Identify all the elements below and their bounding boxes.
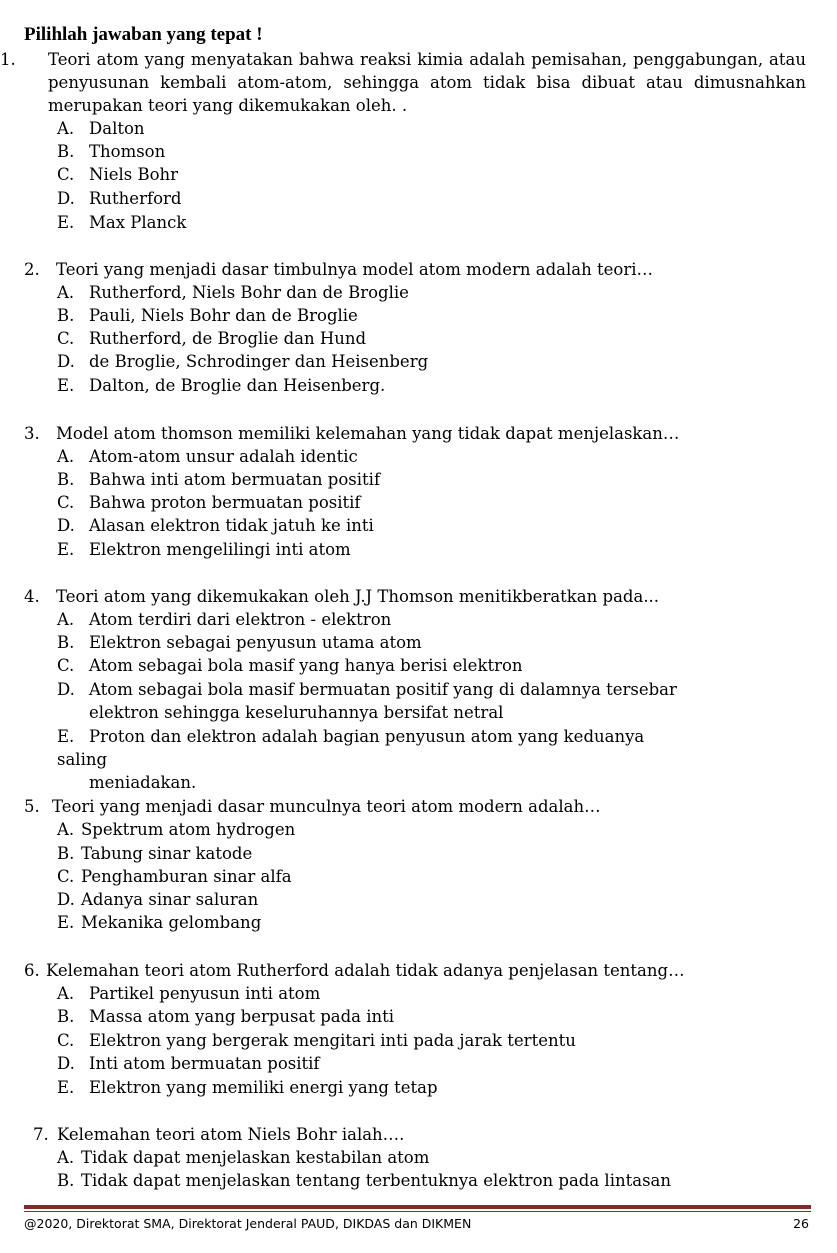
question-2 <box>24 258 653 281</box>
option-letter: E. <box>57 213 75 232</box>
question-1 <box>0 48 806 117</box>
option-letter: C. <box>57 867 75 886</box>
q7-option-b[interactable] <box>57 1169 671 1192</box>
option-letter: E. <box>57 913 75 932</box>
option-text-continued: meniadakan. <box>89 773 197 792</box>
option-text: Bahwa inti atom bermuatan positif <box>89 470 381 489</box>
question-text: Teori atom yang menyatakan bahwa reaksi kimia adalah pemisahan, penggabungan, atau penyusunan kembali atom-atom, sehingga atom tidak bisa dibuat atau dimusnahkan merupakan teori yang dikemukakan oleh. . <box>48 50 806 115</box>
footer-rule-thick <box>24 1205 811 1209</box>
q2-option-a[interactable] <box>57 281 409 304</box>
option-text: Penghamburan sinar alfa <box>81 867 292 886</box>
page-number: 26 <box>793 1216 809 1231</box>
option-letter: D. <box>57 352 75 371</box>
option-text: Atom sebagai bola masif yang hanya berisi elektron <box>89 656 523 675</box>
option-text: Elektron sebagai penyusun utama atom <box>89 633 422 652</box>
q3-option-b[interactable] <box>57 468 380 491</box>
option-letter: E. <box>57 1078 75 1097</box>
option-letter: B. <box>57 1007 75 1026</box>
q2-option-b[interactable] <box>57 304 358 327</box>
question-3 <box>24 422 679 445</box>
option-letter: C. <box>57 656 75 675</box>
option-letter: A. <box>57 820 75 839</box>
q1-option-d[interactable] <box>57 187 181 210</box>
option-text: Elektron yang memiliki energi yang tetap <box>89 1078 438 1097</box>
option-text: Pauli, Niels Bohr dan de Broglie <box>89 306 358 325</box>
option-letter: E. <box>57 376 75 395</box>
option-letter: A. <box>57 984 75 1003</box>
option-letter: A. <box>57 1148 75 1167</box>
option-text: Spektrum atom hydrogen <box>81 820 296 839</box>
question-text: Kelemahan teori atom Rutherford adalah tidak adanya penjelasan tentang… <box>46 961 685 980</box>
option-text: Tabung sinar katode <box>81 844 253 863</box>
footer-rule-thin <box>24 1211 811 1212</box>
option-text: Atom terdiri dari elektron - elektron <box>89 610 392 629</box>
question-number: 4. <box>24 587 40 606</box>
q5-option-a[interactable] <box>57 818 295 841</box>
question-6 <box>24 959 685 982</box>
question-number: 2. <box>24 260 40 279</box>
q7-option-a[interactable] <box>57 1146 429 1169</box>
option-letter: D. <box>57 680 75 699</box>
question-5 <box>24 795 601 818</box>
question-4 <box>24 585 659 608</box>
option-letter: B. <box>57 306 75 325</box>
option-letter: D. <box>57 189 75 208</box>
option-text: Rutherford, de Broglie dan Hund <box>89 329 367 348</box>
option-letter: B. <box>57 633 75 652</box>
option-text: de Broglie, Schrodinger dan Heisenberg <box>89 352 429 371</box>
q4-option-e[interactable] <box>57 725 697 794</box>
option-text: Atom-atom unsur adalah identic <box>89 447 358 466</box>
option-letter: A. <box>57 610 75 629</box>
q5-option-c[interactable] <box>57 865 292 888</box>
q4-option-a[interactable] <box>57 608 391 631</box>
option-letter: E. <box>57 727 75 746</box>
option-text: Dalton, de Broglie dan Heisenberg. <box>89 376 386 395</box>
option-text: Massa atom yang berpusat pada inti <box>89 1007 395 1026</box>
q3-option-e[interactable] <box>57 538 351 561</box>
q6-option-c[interactable] <box>57 1029 576 1052</box>
option-letter: C. <box>57 1031 75 1050</box>
option-text: Inti atom bermuatan positif <box>89 1054 320 1073</box>
q6-option-a[interactable] <box>57 982 320 1005</box>
question-number: 3. <box>24 424 40 443</box>
option-text: Atom sebagai bola masif bermuatan positif yang di dalamnya tersebar <box>89 680 677 699</box>
option-text: Tidak dapat menjelaskan kestabilan atom <box>81 1148 430 1167</box>
q6-option-b[interactable] <box>57 1005 394 1028</box>
option-letter: A. <box>57 447 75 466</box>
option-letter: D. <box>57 890 75 909</box>
option-letter: B. <box>57 142 75 161</box>
option-text: Adanya sinar saluran <box>81 890 259 909</box>
option-text: Elektron yang bergerak mengitari inti pada jarak tertentu <box>89 1031 576 1050</box>
footer-copyright: @2020, Direktorat SMA, Direktorat Jenderal PAUD, DIKDAS dan DIKMEN <box>24 1216 472 1231</box>
question-7 <box>33 1123 404 1146</box>
question-number: 6. <box>24 961 40 980</box>
option-letter: B. <box>57 844 75 863</box>
q2-option-e[interactable] <box>57 374 385 397</box>
q2-option-d[interactable] <box>57 350 428 373</box>
q6-option-d[interactable] <box>57 1052 320 1075</box>
q3-option-a[interactable] <box>57 445 358 468</box>
option-letter: C. <box>57 165 75 184</box>
question-number: 1. <box>0 50 16 69</box>
question-number: 5. <box>24 797 40 816</box>
option-text: Dalton <box>89 119 145 138</box>
option-text: Partikel penyusun inti atom <box>89 984 321 1003</box>
option-letter: B. <box>57 470 75 489</box>
option-letter: C. <box>57 493 75 512</box>
option-text: Bahwa proton bermuatan positif <box>89 493 361 512</box>
option-text: Niels Bohr <box>89 165 179 184</box>
q1-option-e[interactable] <box>57 211 186 234</box>
question-text: Teori atom yang dikemukakan oleh J.J Thomson menitikberatkan pada... <box>56 587 660 606</box>
q1-option-b[interactable] <box>57 140 165 163</box>
q4-option-c[interactable] <box>57 654 523 677</box>
q3-option-c[interactable] <box>57 491 361 514</box>
page-heading: Pilihlah jawaban yang tepat ! <box>24 24 263 45</box>
option-text: Tidak dapat menjelaskan tentang terbentuknya elektron pada lintasan <box>81 1171 672 1190</box>
option-text: Alasan elektron tidak jatuh ke inti <box>89 516 374 535</box>
option-text: Rutherford, Niels Bohr dan de Broglie <box>89 283 409 302</box>
question-text: Teori yang menjadi dasar timbulnya model atom modern adalah teori… <box>56 260 653 279</box>
option-letter: C. <box>57 329 75 348</box>
q6-option-e[interactable] <box>57 1076 438 1099</box>
option-text: Elektron mengelilingi inti atom <box>89 540 351 559</box>
option-text: Max Planck <box>89 213 187 232</box>
question-number: 7. <box>33 1125 49 1144</box>
option-text: Proton dan elektron adalah bagian penyusun atom yang keduanya saling <box>57 727 645 769</box>
q5-option-e[interactable] <box>57 911 261 934</box>
q4-option-b[interactable] <box>57 631 422 654</box>
q5-option-b[interactable] <box>57 842 252 865</box>
q1-option-c[interactable] <box>57 163 178 186</box>
option-letter: D. <box>57 516 75 535</box>
q2-option-c[interactable] <box>57 327 366 350</box>
option-text-continued: elektron sehingga keseluruhannya bersifat netral <box>89 703 504 722</box>
question-text: Kelemahan teori atom Niels Bohr ialah…. <box>57 1125 405 1144</box>
option-letter: B. <box>57 1171 75 1190</box>
q3-option-d[interactable] <box>57 514 374 537</box>
option-text: Thomson <box>89 142 166 161</box>
option-letter: A. <box>57 119 75 138</box>
option-text: Rutherford <box>89 189 182 208</box>
option-letter: A. <box>57 283 75 302</box>
q5-option-d[interactable] <box>57 888 258 911</box>
option-letter: E. <box>57 540 75 559</box>
option-letter: D. <box>57 1054 75 1073</box>
q1-option-a[interactable] <box>57 117 145 140</box>
question-text: Teori yang menjadi dasar munculnya teori atom modern adalah… <box>52 797 601 816</box>
option-text: Mekanika gelombang <box>81 913 262 932</box>
q4-option-d[interactable] <box>57 678 697 724</box>
question-text: Model atom thomson memiliki kelemahan yang tidak dapat menjelaskan… <box>56 424 680 443</box>
